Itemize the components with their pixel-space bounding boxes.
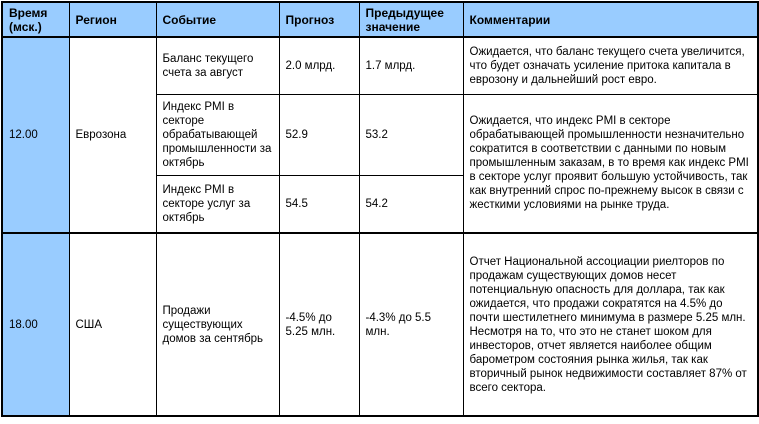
forecast-cell: 54.5: [279, 175, 359, 233]
col-header-event: Событие: [156, 2, 279, 37]
forecast-cell: 2.0 млрд.: [279, 37, 359, 94]
region-cell: США: [69, 233, 156, 416]
forecast-cell: 52.9: [279, 94, 359, 175]
event-cell: Баланс текущего счета за август: [156, 37, 279, 94]
comment-cell: Отчет Национальной ассоциации риелторов по продажам существующих домов несет потенциальную опасность для доллара, так как ожидается, что продажи сократятся на 4.5% до почти шестилетнего минимума в размере 5.25 млн. Несмотря на то, что это не станет шоком для инвесторов, отчет является наиболее общим барометром состояния рынка жилья, так как вторичный рынок недвижимости составляет 87% от всего сектора.: [463, 233, 758, 416]
previous-cell: -4.3% до 5.5 млн.: [359, 233, 463, 416]
event-cell: Продажи существующих домов за сентябрь: [156, 233, 279, 416]
col-header-forecast: Прогноз: [279, 2, 359, 37]
previous-cell: 1.7 млрд.: [359, 37, 463, 94]
economic-calendar-table: [1, 1, 759, 417]
col-header-region: Регион: [69, 2, 156, 37]
comment-cell: Ожидается, что индекс PMI в секторе обрабатывающей промышленности незначительно сократится в соответствии с данными по новым промышленным заказам, в то время как индекс PMI в секторе услуг проявит большую устойчивость, так как внутренний спрос по-прежнему высок в связи с жесткими условиями на рынке труда.: [463, 94, 758, 233]
previous-cell: 54.2: [359, 175, 463, 233]
event-cell: Индекс PMI в секторе обрабатывающей промышленности за октябрь: [156, 94, 279, 175]
col-header-previous: Предыдущее значение: [359, 2, 463, 37]
region-cell: Еврозона: [69, 37, 156, 233]
event-cell: Индекс PMI в секторе услуг за октябрь: [156, 175, 279, 233]
col-header-time: Время (мск.): [2, 2, 69, 37]
col-header-comments: Комментарии: [463, 2, 758, 37]
comment-cell: Ожидается, что баланс текущего счета увеличится, что будет означать усиление притока капитала в еврозону и дальнейший рост евро.: [463, 37, 758, 94]
time-cell: 12.00: [2, 37, 69, 233]
table-row-usa-existing-home-sales: [2, 233, 758, 416]
table-row-eurozone-current-account: [2, 37, 758, 94]
time-cell: 18.00: [2, 233, 69, 416]
header-row: [2, 2, 758, 37]
forecast-cell: -4.5% до 5.25 млн.: [279, 233, 359, 416]
previous-cell: 53.2: [359, 94, 463, 175]
